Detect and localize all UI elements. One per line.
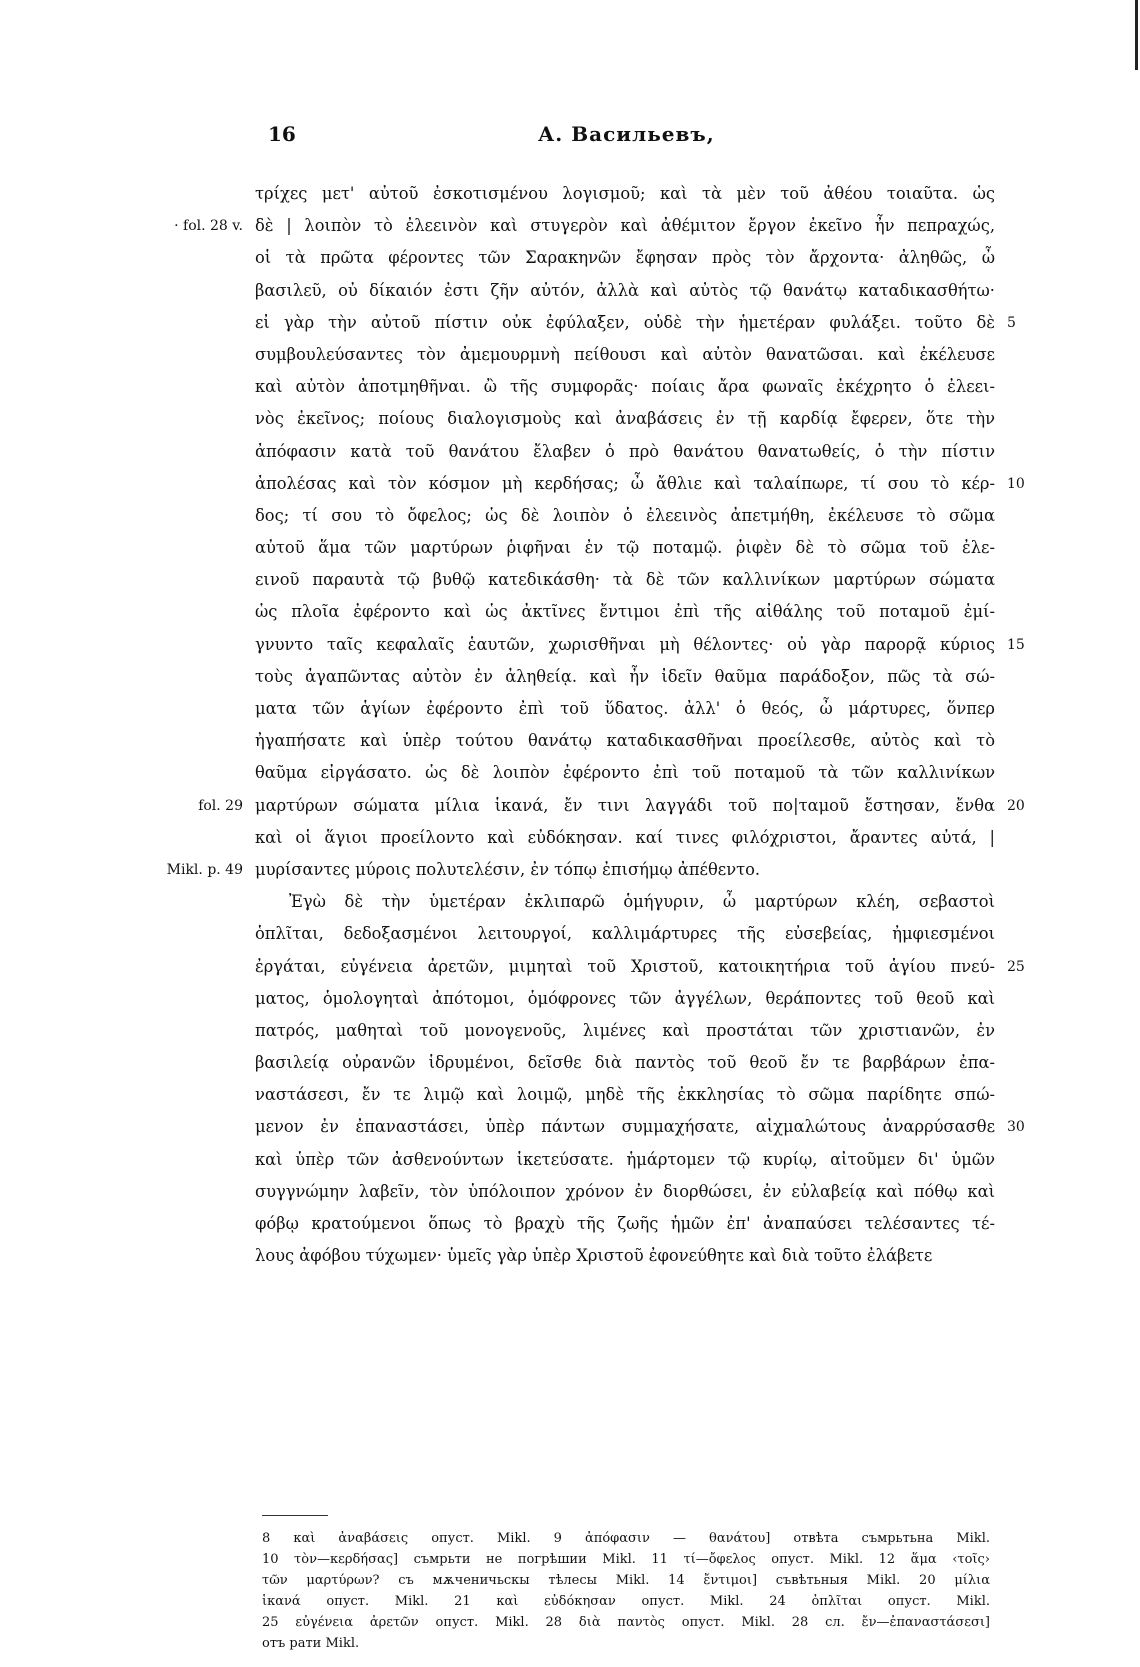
text-line [255, 1047, 995, 1079]
text-line [255, 661, 995, 693]
footnote-line: 10 τὸν—κερδήσας] съмрьти не погрѣшии Mikl. 11 τί—ὄφελος опуст. Mikl. 12 ἅμα ‹τοῖς› [262, 1552, 990, 1567]
text-line [255, 436, 995, 468]
footnotes [262, 1528, 990, 1654]
text-line [255, 983, 995, 1015]
line-text: μενον ἐν ἐπαναστάσει, ὑπὲρ πάντων συμμαχήσατε, αἰχμαλώτους ἀναρρύσασθε [255, 1117, 995, 1137]
line-text: εινοῦ παραυτὰ τῷ βυθῷ κατεδικάσθη· τὰ δὲ τῶν καλλινίκων μαρτύρων σώματα [255, 570, 995, 590]
text-line [255, 500, 995, 532]
line-text: αὐτοῦ ἅμα τῶν μαρτύρων ῥιφῆναι ἐν τῷ ποταμῷ. ῥιφὲν δὲ τὸ σῶμα τοῦ ἐλε- [255, 538, 995, 558]
line-text: ματος, ὁμολογηταὶ ἀπότομοι, ὁμόφρονες τῶν ἀγγέλων, θεράποντες τοῦ θεοῦ καὶ [255, 988, 995, 1008]
line-text: ἀπολέσας καὶ τὸν κόσμον μὴ κερδήσας; ὦ ἄθλιε καὶ ταλαίπωρε, τί σου τὸ κέρ- [255, 473, 995, 493]
line-text: βασιλείᾳ οὐρανῶν ἱδρυμένοι, δεῖσθε διὰ παντὸς τοῦ θεοῦ ἔν τε βαρβάρων ἐπα- [255, 1053, 995, 1073]
footnote-line: 8 καὶ ἀναβάσεις опуст. Mikl. 9 ἀπόφασιν — θανάτου] отвѣта съмрьтьна Mikl. [262, 1531, 990, 1546]
line-text: ἠγαπήσατε καὶ ὑπὲρ τούτου θανάτῳ καταδικασθῆναι προείλεσθε, αὐτὸς καὶ τὸ [255, 731, 995, 751]
line-number: 25 [1007, 958, 1025, 975]
text-line [255, 596, 995, 628]
text-line [255, 1176, 995, 1208]
margin-note: fol. 29 [198, 797, 243, 814]
line-text: Ἐγὼ δὲ τὴν ὑμετέραν ἐκλιπαρῶ ὁμήγυριν, ὦ μαρτύρων κλέη, σεβαστοὶ [289, 892, 995, 912]
line-text: πατρός, μαθηταὶ τοῦ μονογενοῦς, λιμένες καὶ προστάται τῶν χριστιανῶν, ἐν [255, 1020, 995, 1040]
text-line [255, 178, 995, 210]
text-line [255, 1208, 995, 1240]
text-line [255, 757, 995, 789]
line-text: καὶ ὑπὲρ τῶν ἀσθενούντων ἱκετεύσατε. ἡμάρτομεν τῷ κυρίῳ, αἰτοῦμεν δι' ὑμῶν [255, 1149, 995, 1169]
line-text: λους ἀφόβου τύχωμεν· ὑμεῖς γὰρ ὑπὲρ Χριστοῦ ἐφονεύθητε καὶ διὰ τοῦτο ἐλάβετε [255, 1246, 933, 1266]
line-text: ναστάσεσι, ἔν τε λιμῷ καὶ λοιμῷ, μηδὲ τῆς ἐκκλησίας τὸ σῶμα παρίδητε σπώ- [255, 1085, 995, 1105]
line-text: καὶ οἱ ἅγιοι προείλοντο καὶ εὐδόκησαν. καί τινες φιλόχριστοι, ἄραντες αὐτά, | [255, 827, 995, 847]
line-number: 30 [1007, 1119, 1025, 1136]
line-text: γνυντο ταῖς κεφαλαῖς ἑαυτῶν, χωρισθῆναι μὴ θέλοντες· οὐ γὰρ παρορᾷ κύριος [255, 634, 995, 654]
main-text [166, 178, 1025, 1272]
line-text: φόβῳ κρατούμενοι ὅπως τὸ βραχὺ τῆς ζωῆς ἡμῶν ἐπ' ἀναπαύσει τελέσαντες τέ- [255, 1214, 995, 1233]
line-text: ἀπόφασιν κατὰ τοῦ θανάτου ἔλαβεν ὁ πρὸ θανάτου θανατωθείς, ὁ τὴν πίστιν [255, 441, 995, 461]
line-number: 5 [1007, 314, 1016, 331]
text-line [198, 790, 1025, 822]
footnote-line: ἱκανά опуст. Mikl. 21 καὶ εὐδόκησαν опуст. Mikl. 24 ὁπλῖται опуст. Mikl. [262, 1594, 990, 1609]
text-line [255, 371, 995, 403]
text-line [255, 1144, 995, 1176]
text-line [255, 242, 995, 274]
footnote-line: 25 εὐγένεια ἀρετῶν опуст. Mikl. 28 διὰ παντὸς опуст. Mikl. 28 сл. ἔν—ἐπαναστάσεσι] [262, 1615, 990, 1630]
footnote-divider [262, 1515, 328, 1516]
text-line [255, 951, 1025, 983]
text-line [255, 1111, 1025, 1143]
text-line [255, 468, 1025, 500]
line-text: οἱ τὰ πρῶτα φέροντες τῶν Σαρακηνῶν ἔφησαν πρὸς τὸν ἄρχοντα· ἀληθῶς, ὦ [255, 248, 995, 268]
line-text: δὲ | λοιπὸν τὸ ἐλεεινὸν καὶ στυγερὸν καὶ ἀθέμιτον ἔργον ἐκεῖνο ἦν πεπραχώς, [255, 216, 995, 236]
line-number: 10 [1007, 475, 1025, 492]
text-line [255, 1015, 995, 1047]
line-text: νὸς ἐκεῖνος; ποίους διαλογισμοὺς καὶ ἀναβάσεις ἐν τῇ καρδίᾳ ἔφερεν, ὅτε τὴν [255, 409, 995, 429]
line-number: 20 [1007, 797, 1025, 814]
line-text: καὶ αὐτὸν ἀποτμηθῆναι. ὢ τῆς συμφορᾶς· ποίαις ἄρα φωναῖς ἐκέχρητο ὁ ἐλεει- [255, 377, 995, 397]
text-line [255, 532, 995, 564]
line-text: ματα τῶν ἁγίων ἐφέροντο ἐπὶ τοῦ ὕδατος. ἀλλ' ὁ θεός, ὦ μάρτυρες, ὅνπερ [255, 699, 995, 718]
text-line [255, 725, 995, 757]
text-line [166, 854, 995, 886]
line-text: δος; τί σου τὸ ὄφελος; ὡς δὲ λοιπὸν ὁ ἐλεεινὸς ἀπετμήθη, ἐκέλευσε τὸ σῶμα [255, 505, 995, 525]
line-text: βασιλεῦ, οὐ δίκαιόν ἐστι ζῆν αὐτόν, ἀλλὰ καὶ αὐτὸς τῷ θανάτῳ καταδικασθήτω· [255, 280, 995, 300]
running-head: А. Васильевъ, [538, 122, 715, 146]
text-line [174, 210, 995, 242]
text-line [255, 275, 995, 307]
text-line [255, 822, 995, 854]
page-header [268, 122, 988, 152]
line-text: ὁπλῖται, δεδοξασμένοι λειτουργοί, καλλιμάρτυρες τῆς εὐσεβείας, ἠμφιεσμένοι [255, 924, 995, 944]
footnote-line: отъ рати Mikl. [262, 1636, 360, 1651]
text-line [255, 1240, 995, 1272]
line-text: συγγνώμην λαβεῖν, τὸν ὑπόλοιπον χρόνον ἐν διορθώσει, ἐν εὐλαβείᾳ καὶ πόθῳ καὶ [255, 1181, 995, 1201]
line-text: θαῦμα εἰργάσατο. ὡς δὲ λοιπὸν ἐφέροντο ἐπὶ τοῦ ποταμοῦ τὰ τῶν καλλινίκων [255, 763, 995, 783]
text-line [255, 564, 995, 596]
text-line [255, 886, 995, 918]
text-line [255, 403, 995, 435]
text-line [255, 693, 995, 725]
margin-note: · fol. 28 v. [174, 218, 243, 235]
line-text: ἐργάται, εὐγένεια ἀρετῶν, μιμηταὶ τοῦ Χριστοῦ, κατοικητήρια τοῦ ἁγίου πνεύ- [255, 956, 995, 976]
page-edge-mark [1135, 0, 1138, 70]
line-text: τρίχες μετ' αὐτοῦ ἐσκοτισμένου λογισμοῦ; καὶ τὰ μὲν τοῦ ἀθέου τοιαῦτα. ὡς [255, 184, 995, 203]
line-text: μαρτύρων σώματα μίλια ἱκανά, ἔν τινι λαγγάδι τοῦ πο|ταμοῦ ἔστησαν, ἔνθα [255, 795, 995, 815]
line-text: τοὺς ἀγαπῶντας αὐτὸν ἐν ἀληθείᾳ. καὶ ἦν ἰδεῖν θαῦμα παράδοξον, πῶς τὰ σώ- [255, 666, 995, 686]
text-line [255, 918, 995, 950]
line-text: εἰ γὰρ τὴν αὐτοῦ πίστιν οὐκ ἐφύλαξεν, οὐδὲ τὴν ἡμετέραν φυλάξει. τοῦτο δὲ [255, 312, 995, 332]
page-number: 16 [268, 122, 296, 146]
line-number: 15 [1007, 636, 1025, 653]
line-text: ὡς πλοῖα ἐφέροντο καὶ ὡς ἀκτῖνες ἔντιμοι ἐπὶ τῆς αἰθάλης τοῦ ποταμοῦ ἐμί- [255, 602, 995, 622]
line-text: μυρίσαντες μύροις πολυτελέσιν, ἐν τόπῳ ἐπισήμῳ ἀπέθεντο. [255, 859, 761, 879]
line-text: συμβουλεύσαντες τὸν ἀμεμουρμνὴ πείθουσι καὶ αὐτὸν θανατῶσαι. καὶ ἐκέλευσε [255, 344, 995, 364]
text-line [255, 339, 995, 371]
footnote-line: τῶν μαρτύρων? съ мѫченичьскы тѣлесы Mikl. 14 ἔντιμοι] съвѣтьныя Mikl. 20 μίλια [262, 1573, 990, 1588]
text-line [255, 1079, 995, 1111]
margin-note: Mikl. p. 49 [166, 861, 243, 878]
text-line [255, 629, 1025, 661]
text-line [255, 307, 1016, 339]
